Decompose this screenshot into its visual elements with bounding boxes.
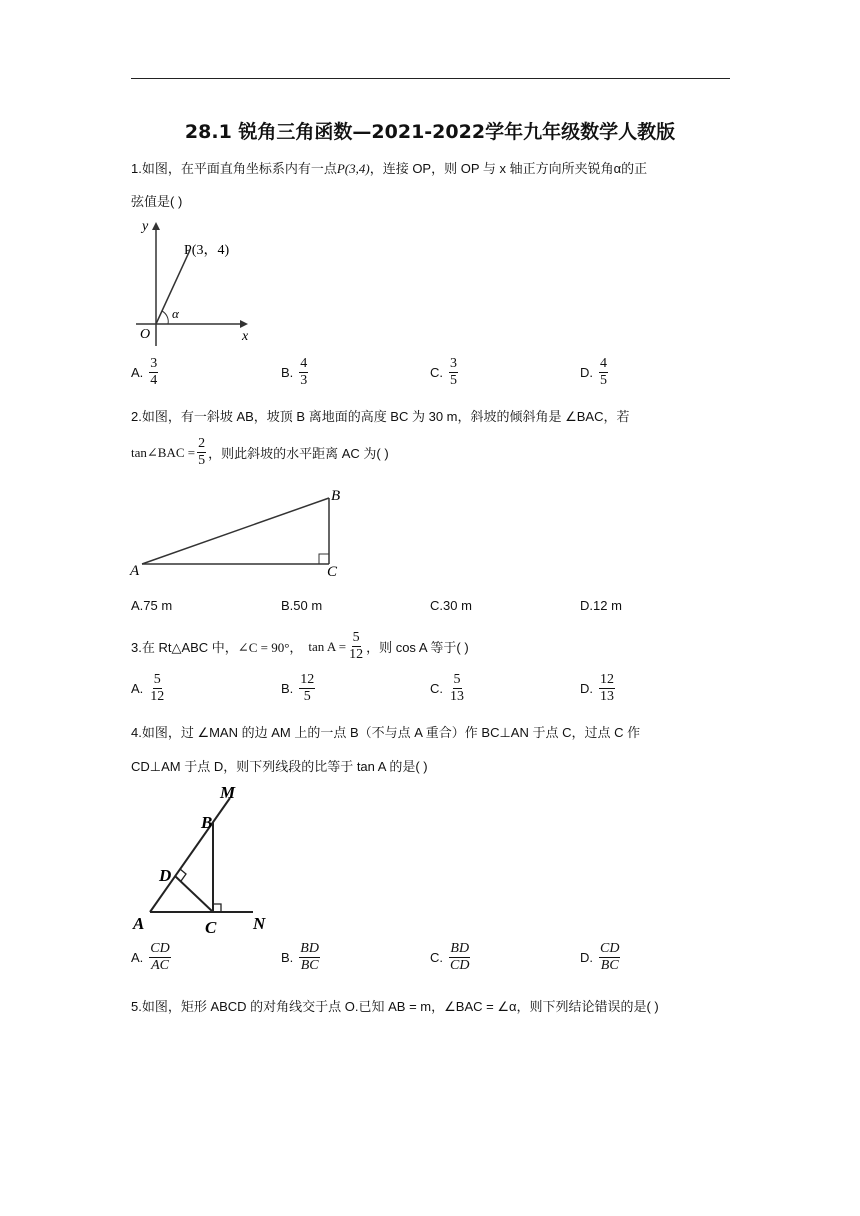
q4-option-b-den: BC (300, 958, 319, 973)
q4-option-a-fraction (149, 941, 170, 974)
q3-option-c-den: 13 (450, 689, 464, 704)
q3-option-a-den: 12 (150, 689, 165, 704)
q2-option-c-label: C. (430, 598, 443, 613)
q4-option-a-num: CD (150, 941, 170, 956)
q3-option-a-fraction (149, 672, 165, 705)
q1-option-b[interactable] (281, 356, 310, 389)
q1-stem-b: ，连接 OP，则 OP 与 x 轴正方向所夹锐角α的正 (369, 161, 648, 176)
q4-option-a[interactable] (131, 941, 173, 974)
q2-option-b-text: 50 m (293, 598, 323, 613)
q4-option-d-fraction (599, 941, 620, 974)
q1-stem-line1 (131, 158, 647, 177)
q4-option-c-label: C. (430, 950, 443, 965)
q4-option-b-num: BD (300, 941, 319, 956)
q5-stem-line1: 5.如图，矩形 ABCD 的对角线交于点 O.已知 AB = m，∠BAC = ∠α，则下列结论错误的是( ) (131, 999, 659, 1014)
q3-option-c[interactable] (430, 672, 467, 705)
q2-side-ab (142, 498, 329, 564)
q3-option-d[interactable] (580, 672, 617, 705)
q2-tan-num: 2 (198, 436, 206, 451)
q1-option-d[interactable] (580, 356, 610, 389)
q3-prefix: 3.在 Rt△ABC 中， (131, 640, 238, 655)
q1-option-b-den: 3 (300, 373, 308, 388)
q3-option-b-fraction (299, 672, 315, 705)
q2-option-d[interactable] (580, 598, 622, 613)
q2-tan-prefix: tan∠BAC = (131, 444, 196, 460)
q2-option-a[interactable] (131, 598, 172, 613)
q2-stem-line2 (131, 436, 389, 469)
q3-tan-den: 12 (349, 647, 364, 662)
q1-option-d-den: 5 (600, 373, 607, 388)
q4-stem-line2: CD⊥AM 于点 D，则下列线段的比等于 tan A 的是( ) (131, 759, 428, 774)
q1-stem-a: 1.如图，在平面直角坐标系内有一点 (131, 161, 337, 176)
header-rule (131, 78, 730, 79)
q3-suffix: ，则 cos A 等于( ) (366, 640, 469, 655)
q1-option-c-fraction (449, 356, 458, 389)
q1-option-a-fraction (149, 356, 158, 389)
q4-option-b[interactable] (281, 941, 322, 974)
q4-option-d[interactable] (580, 941, 622, 974)
q2-option-a-text: 75 m (143, 598, 173, 613)
q1-alpha-label: α (172, 306, 179, 321)
q2-option-d-text: 12 m (593, 598, 622, 613)
q3-option-d-label: D. (580, 681, 593, 696)
q3-option-d-fraction (599, 672, 615, 705)
q3-tan-prefix: tan A = (308, 638, 347, 654)
q3-option-d-num: 12 (600, 672, 614, 687)
q4-label-d: D (159, 866, 172, 885)
q1-point: P(3,4) (336, 161, 370, 176)
q4-figure (128, 778, 278, 938)
q4-option-c-fraction (449, 941, 470, 974)
q1-option-a-num: 3 (150, 356, 158, 371)
q2-label-a: A (130, 563, 140, 579)
q4-segment-cd (175, 876, 213, 912)
q4-option-c[interactable] (430, 941, 472, 974)
q3-option-a[interactable] (131, 672, 167, 705)
q1-y-arrow (152, 222, 160, 230)
q2-tan-fraction (197, 436, 206, 469)
q4-label-m: M (220, 783, 236, 802)
q1-alpha-arc (162, 311, 168, 324)
q4-option-d-den: BC (600, 958, 619, 973)
q2-option-c[interactable] (430, 598, 472, 613)
q3-option-b-num: 12 (300, 672, 315, 687)
q1-option-c[interactable] (430, 356, 460, 389)
q3-tan-num: 5 (352, 630, 360, 645)
q4-option-c-num: BD (450, 941, 470, 956)
q1-x-label: x (242, 329, 249, 344)
q1-origin-label: O (140, 327, 151, 342)
q4-right-angle-c (213, 904, 221, 912)
q3-option-b-label: B. (281, 681, 294, 696)
q4-label-c: C (205, 918, 217, 937)
q2-stem-line1: 2.如图，有一斜坡 AB，坡顶 B 离地面的高度 BC 为 30 m，斜坡的倾斜角是 ∠BAC，若 (131, 409, 630, 424)
q2-label-c: C (327, 564, 338, 580)
q3-tan-fraction (348, 630, 364, 663)
q1-option-a-label: A. (131, 365, 144, 380)
q4-option-b-fraction (299, 941, 320, 974)
q2-option-b[interactable] (281, 598, 322, 613)
q2-option-c-text: 30 m (443, 598, 472, 613)
q1-y-label: y (142, 219, 149, 234)
q3-option-a-num: 5 (153, 672, 161, 687)
q3-option-d-den: 13 (600, 689, 614, 704)
q4-label-n: N (253, 914, 266, 933)
q4-option-d-label: D. (580, 950, 593, 965)
q4-ray-am (150, 798, 230, 912)
q2-tan-den: 5 (198, 453, 206, 468)
q3-stem (131, 630, 469, 663)
q1-option-b-label: B. (281, 365, 294, 380)
q3-option-c-num: 5 (453, 672, 461, 687)
q4-option-a-den: AC (151, 958, 169, 973)
page-title: 28.1 锐角三角函数—2021-2022学年九年级数学人教版 (184, 121, 676, 143)
q1-option-d-fraction (599, 356, 608, 389)
q3-option-a-label: A. (131, 681, 144, 696)
q4-option-d-num: CD (600, 941, 620, 956)
q4-stem-line1: 4.如图，过 ∠MAN 的边 AM 上的一点 B（不与点 A 重合）作 BC⊥AN 于点 C，过点 C 作 (131, 725, 641, 740)
q2-label-b: B (331, 488, 341, 504)
q1-option-b-fraction (299, 356, 308, 389)
q3-option-b-den: 5 (303, 689, 311, 704)
q1-option-c-den: 5 (450, 373, 457, 388)
q1-option-b-num: 4 (300, 356, 308, 371)
q1-option-d-label: D. (580, 365, 593, 380)
q4-option-b-label: B. (281, 950, 294, 965)
q2-option-d-label: D. (580, 598, 593, 613)
q1-figure (128, 218, 260, 348)
q3-option-b[interactable] (281, 672, 317, 705)
q1-point-label: P(3，4) (184, 243, 230, 258)
q4-option-c-den: CD (450, 958, 470, 973)
q3-option-c-fraction (449, 672, 465, 705)
q1-option-a-den: 4 (150, 373, 158, 388)
q2-figure (126, 484, 356, 580)
q4-label-a: A (133, 914, 145, 933)
q1-option-c-label: C. (430, 365, 443, 380)
q3-option-c-label: C. (430, 681, 443, 696)
q1-option-d-num: 4 (600, 356, 607, 371)
q4-option-a-label: A. (131, 950, 144, 965)
q3-angle: ∠C = 90°， (237, 640, 303, 655)
q1-x-arrow (240, 320, 248, 328)
q1-stem-line2: 弦值是( ) (131, 194, 183, 209)
q4-right-angle-d (180, 869, 186, 881)
q2-option-a-label: A. (131, 598, 144, 613)
q2-option-b-label: B. (281, 598, 294, 613)
q1-option-c-num: 3 (450, 356, 457, 371)
q4-label-b: B (201, 813, 213, 832)
q2-right-angle-mark (319, 554, 329, 564)
q1-option-a[interactable] (131, 356, 160, 389)
q2-stem-b: ，则此斜坡的水平距离 AC 为( ) (208, 446, 389, 461)
